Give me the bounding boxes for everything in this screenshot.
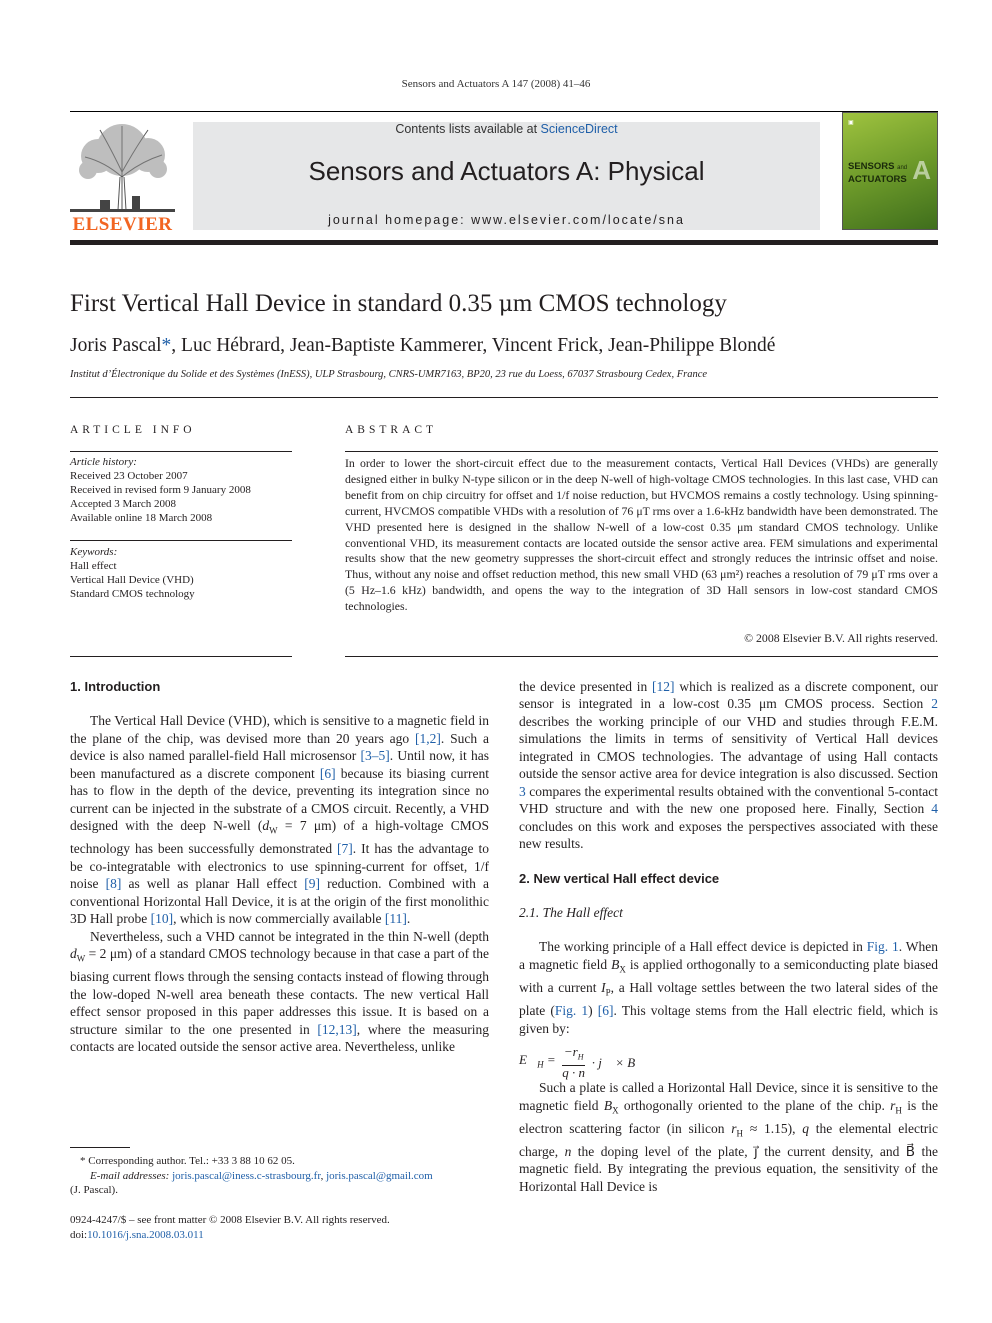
header-rule: [70, 111, 938, 112]
history-item: Accepted 3 March 2008: [70, 498, 176, 510]
body-left-column: [70, 678, 489, 1055]
journal-homepage[interactable]: journal homepage: www.elsevier.com/locate/sna: [328, 213, 685, 227]
email-label: E-mail addresses:: [90, 1169, 173, 1182]
footnote-rule: [70, 1147, 130, 1148]
paragraph: the device presented in [12] which is realized as a discrete component, our sensor is integrated in a low-cost 0.35 μm CMOS process. Section 2 describes the working principle of our VHD and studies through F.E.M. simulations the limits in terms of sensitivity of Vertical Hall devices integrated in CMOS technologies. The advantage of using Hall contacts outside the sensor active area for device integration is also discussed. Section 3 compares the experimental results obtained with the conventional 5-contact VHD structure and with the new one proposed here. Finally, Section 4 concludes on this work and exposes the perspectives associated with these new results.: [519, 679, 939, 852]
article-title: First Vertical Hall Device in standard 0.35 μm CMOS technology: [70, 290, 727, 317]
ref-link[interactable]: [6]: [319, 765, 336, 781]
article-authors: Joris Pascal*, Luc Hébrard, Jean-Baptiste Kammerer, Vincent Frick, Jean-Philippe Blondé: [70, 335, 776, 356]
keyword-item: Standard CMOS technology: [70, 588, 195, 600]
ref-link[interactable]: [9]: [304, 876, 320, 892]
ref-link[interactable]: [6]: [597, 1003, 614, 1019]
masthead-thick-rule: [70, 240, 938, 245]
section-link[interactable]: 2: [931, 696, 938, 712]
ref-link[interactable]: [1,2]: [415, 730, 441, 746]
section-2-heading: 2. New vertical Hall effect device: [519, 870, 720, 886]
elsevier-wordmark: ELSEVIER: [72, 214, 173, 235]
footnote-corresponding: * Corresponding author. Tel.: +33 3 88 10 62 05. E-mail addresses: joris.pascal@iness.c-strasbourg.fr, joris.pascal@gmail.com (J. Pascal).: [80, 1154, 500, 1198]
section-link[interactable]: 4: [931, 801, 938, 817]
paragraph: Nevertheless, such a VHD cannot be integrated in the thin N-well (depth $d_W = 2$ μm) of a standard CMOS technology because in that case a part of the biasing current flows through the sensing contacts instead of flowing through the low-doped N-well area beneath these contacts. The new vertical Hall effect sensor proposed in this paper addresses this issue. It is based on a structure similar to the one presented in [12,13], where the measuring contacts are located outside the sensor active area. Nevertheless, unlike: [70, 928, 489, 1054]
journal-title: Sensors and Actuators A: Physical: [308, 156, 705, 186]
cover-title: SENSORS and ACTUATORS: [848, 161, 908, 185]
cover-letter: A: [912, 155, 931, 185]
article-info-bottom-rule: [70, 656, 292, 657]
journal-cover: [842, 112, 938, 230]
keywords: [70, 545, 292, 601]
footnote-issn: [70, 1213, 500, 1242]
ref-link[interactable]: [3–5]: [360, 748, 390, 764]
section-link[interactable]: 3: [519, 783, 526, 799]
doi-label: doi:: [70, 1228, 88, 1241]
history-item: Available online 18 March 2008: [70, 512, 213, 524]
history-item: Received in revised form 9 January 2008: [70, 484, 251, 496]
corresponding-author-note: * Corresponding author. Tel.: +33 3 88 10 62 05.: [80, 1155, 295, 1167]
contents-prefix: Contents lists available at: [395, 122, 541, 136]
paragraph: Such a plate is called a Horizontal Hall Device, since it is sensitive to the magnetic field $B_X$ orthogonally oriented to the plane of the chip. $r_H$ is the electron scattering factor (in silicon $r_H \approx 1.15$), q the elemental electric charge, n the doping level of the plate, j⃗ the current density, and B⃗ the magnetic field. By integrating the previous equation, the sensitivity of the Horizontal Hall Device is: [519, 1080, 939, 1194]
history-item: Received 23 October 2007: [70, 470, 188, 482]
keywords-rule: [70, 540, 292, 541]
ref-link[interactable]: [11]: [384, 911, 407, 927]
ref-link[interactable]: [10]: [150, 911, 174, 927]
article-info-rule: [70, 451, 292, 452]
body-right-column: [519, 678, 938, 1195]
section-1-heading: 1. Introduction: [70, 679, 161, 694]
ref-link[interactable]: [8]: [105, 876, 122, 892]
article-history: [70, 455, 292, 525]
cover-logo-icon: ▣: [848, 120, 854, 126]
corresponding-author-mark[interactable]: *: [161, 335, 172, 356]
sciencedirect-link[interactable]: ScienceDirect: [540, 122, 618, 136]
abstract-text: In order to lower the short-circuit effect due to the measurement contacts, Vertical Hall Devices (VHDs) are generally designed either in bulky N-type silicon or in the deep N-well of high-voltage CMOS technologies. In this last case, VHD can benefit from on chip circuitry for offset and 1/f noise reduction, but HVCMOS remains a costly technology. Using spinning-current, HVCMOS compatible VHDs with a resolution of 76 μT rms over a 1.6-kHz bandwidth have been demonstrated. The VHD presented here is designed in the shallow N-well of a low-cost 0.35 μm standard CMOS technology. Unlike conventional VHD, its measurement contacts are located outside the sensor active area. FEM simulations and experimental results show that the new geometry suppresses the short-circuit effect and strongly reduces the intrinsic offset and noise. Thus, without any noise and offset reduction method, this new small VHD (63 μm²) reaches a resolution of 79 μT rms over a (5 Hz–1.6 kHz) bandwidth, and opens the way to the integration of 3D Hall sensors in low-cost standard CMOS technologies.: [345, 456, 938, 614]
affiliation: Institut d’Électronique du Solide et des Systèmes (InESS), ULP Strasbourg, CNRS-UMR7163, BP20, 23 rue du Loess, 67037 Strasbourg Cedex, France: [70, 369, 708, 380]
keywords-label: Keywords:: [70, 546, 118, 558]
abstract-copyright: © 2008 Elsevier B.V. All rights reserved.: [744, 631, 938, 645]
title-rule: [70, 397, 938, 398]
email-owner: (J. Pascal).: [70, 1184, 118, 1196]
ref-link[interactable]: [12,13]: [317, 1021, 357, 1037]
ref-link[interactable]: [12]: [652, 679, 675, 694]
abstract-heading: ABSTRACT: [345, 424, 438, 436]
contents-line: [193, 122, 820, 136]
email-link[interactable]: joris.pascal@iness.c-strasbourg.fr: [172, 1169, 321, 1182]
elsevier-logo: [70, 122, 175, 234]
doi-link[interactable]: 10.1016/j.sna.2008.03.011: [87, 1228, 204, 1241]
figure-link[interactable]: Fig. 1: [554, 1003, 589, 1019]
equation-1: $E⃗_H$ = $\frac{-r_H}{q \cdot n}$ · j⃗ × B⃗: [519, 1044, 646, 1080]
abstract-rule: [345, 451, 938, 452]
elsevier-tree-icon: [70, 122, 175, 214]
figure-link[interactable]: Fig. 1: [866, 939, 899, 955]
history-label: Article history:: [70, 456, 137, 468]
article-info-heading: ARTICLE INFO: [70, 424, 196, 436]
keyword-item: Vertical Hall Device (VHD): [70, 574, 194, 586]
issn-line: 0924-4247/$ – see front matter © 2008 Elsevier B.V. All rights reserved.: [70, 1214, 390, 1226]
ref-link[interactable]: [7]: [337, 841, 353, 857]
abstract-bottom-rule: [345, 656, 938, 657]
section-2-1-heading: 2.1. The Hall effect: [519, 904, 623, 920]
running-header: Sensors and Actuators A 147 (2008) 41–46: [401, 78, 591, 90]
email-link[interactable]: joris.pascal@gmail.com: [326, 1169, 433, 1182]
paragraph: The working principle of a Hall effect device is depicted in Fig. 1. When a magnetic field $B_X$ is applied orthogonally to a semiconducting plate biased with a current $I_P$, a Hall voltage settles between the two lateral sides of the plate (Fig. 1) [6]. This voltage stems from the Hall electric field, which is given by:: [519, 939, 938, 1036]
paragraph: The Vertical Hall Device (VHD), which is sensitive to a magnetic field in the plane of the chip, was devised more than 20 years ago [1,2]. Such a device is also named parallel-field Hall microsensor [3–5]. Until now, it has been manufactured as a discrete component [6] because its biasing current has to flow in the depth of the device, preventing its integration since no current can be injected in the substrate of a CMOS circuit. Recently, a VHD designed with the deep N-well ($d_W = 7$ μm) of a high-voltage CMOS technology has been successfully demonstrated [7]. It has the advantage to be co-integratable with electronics to use spinning-current for offset, 1/f noise [8] as well as planar Hall effect [9] reduction. Combined with a conventional Horizontal Hall Device, it is at the origin of the first monolithic 3D Hall probe [10], which is now commercially available [11].: [70, 713, 489, 927]
keyword-item: Hall effect: [70, 560, 117, 572]
